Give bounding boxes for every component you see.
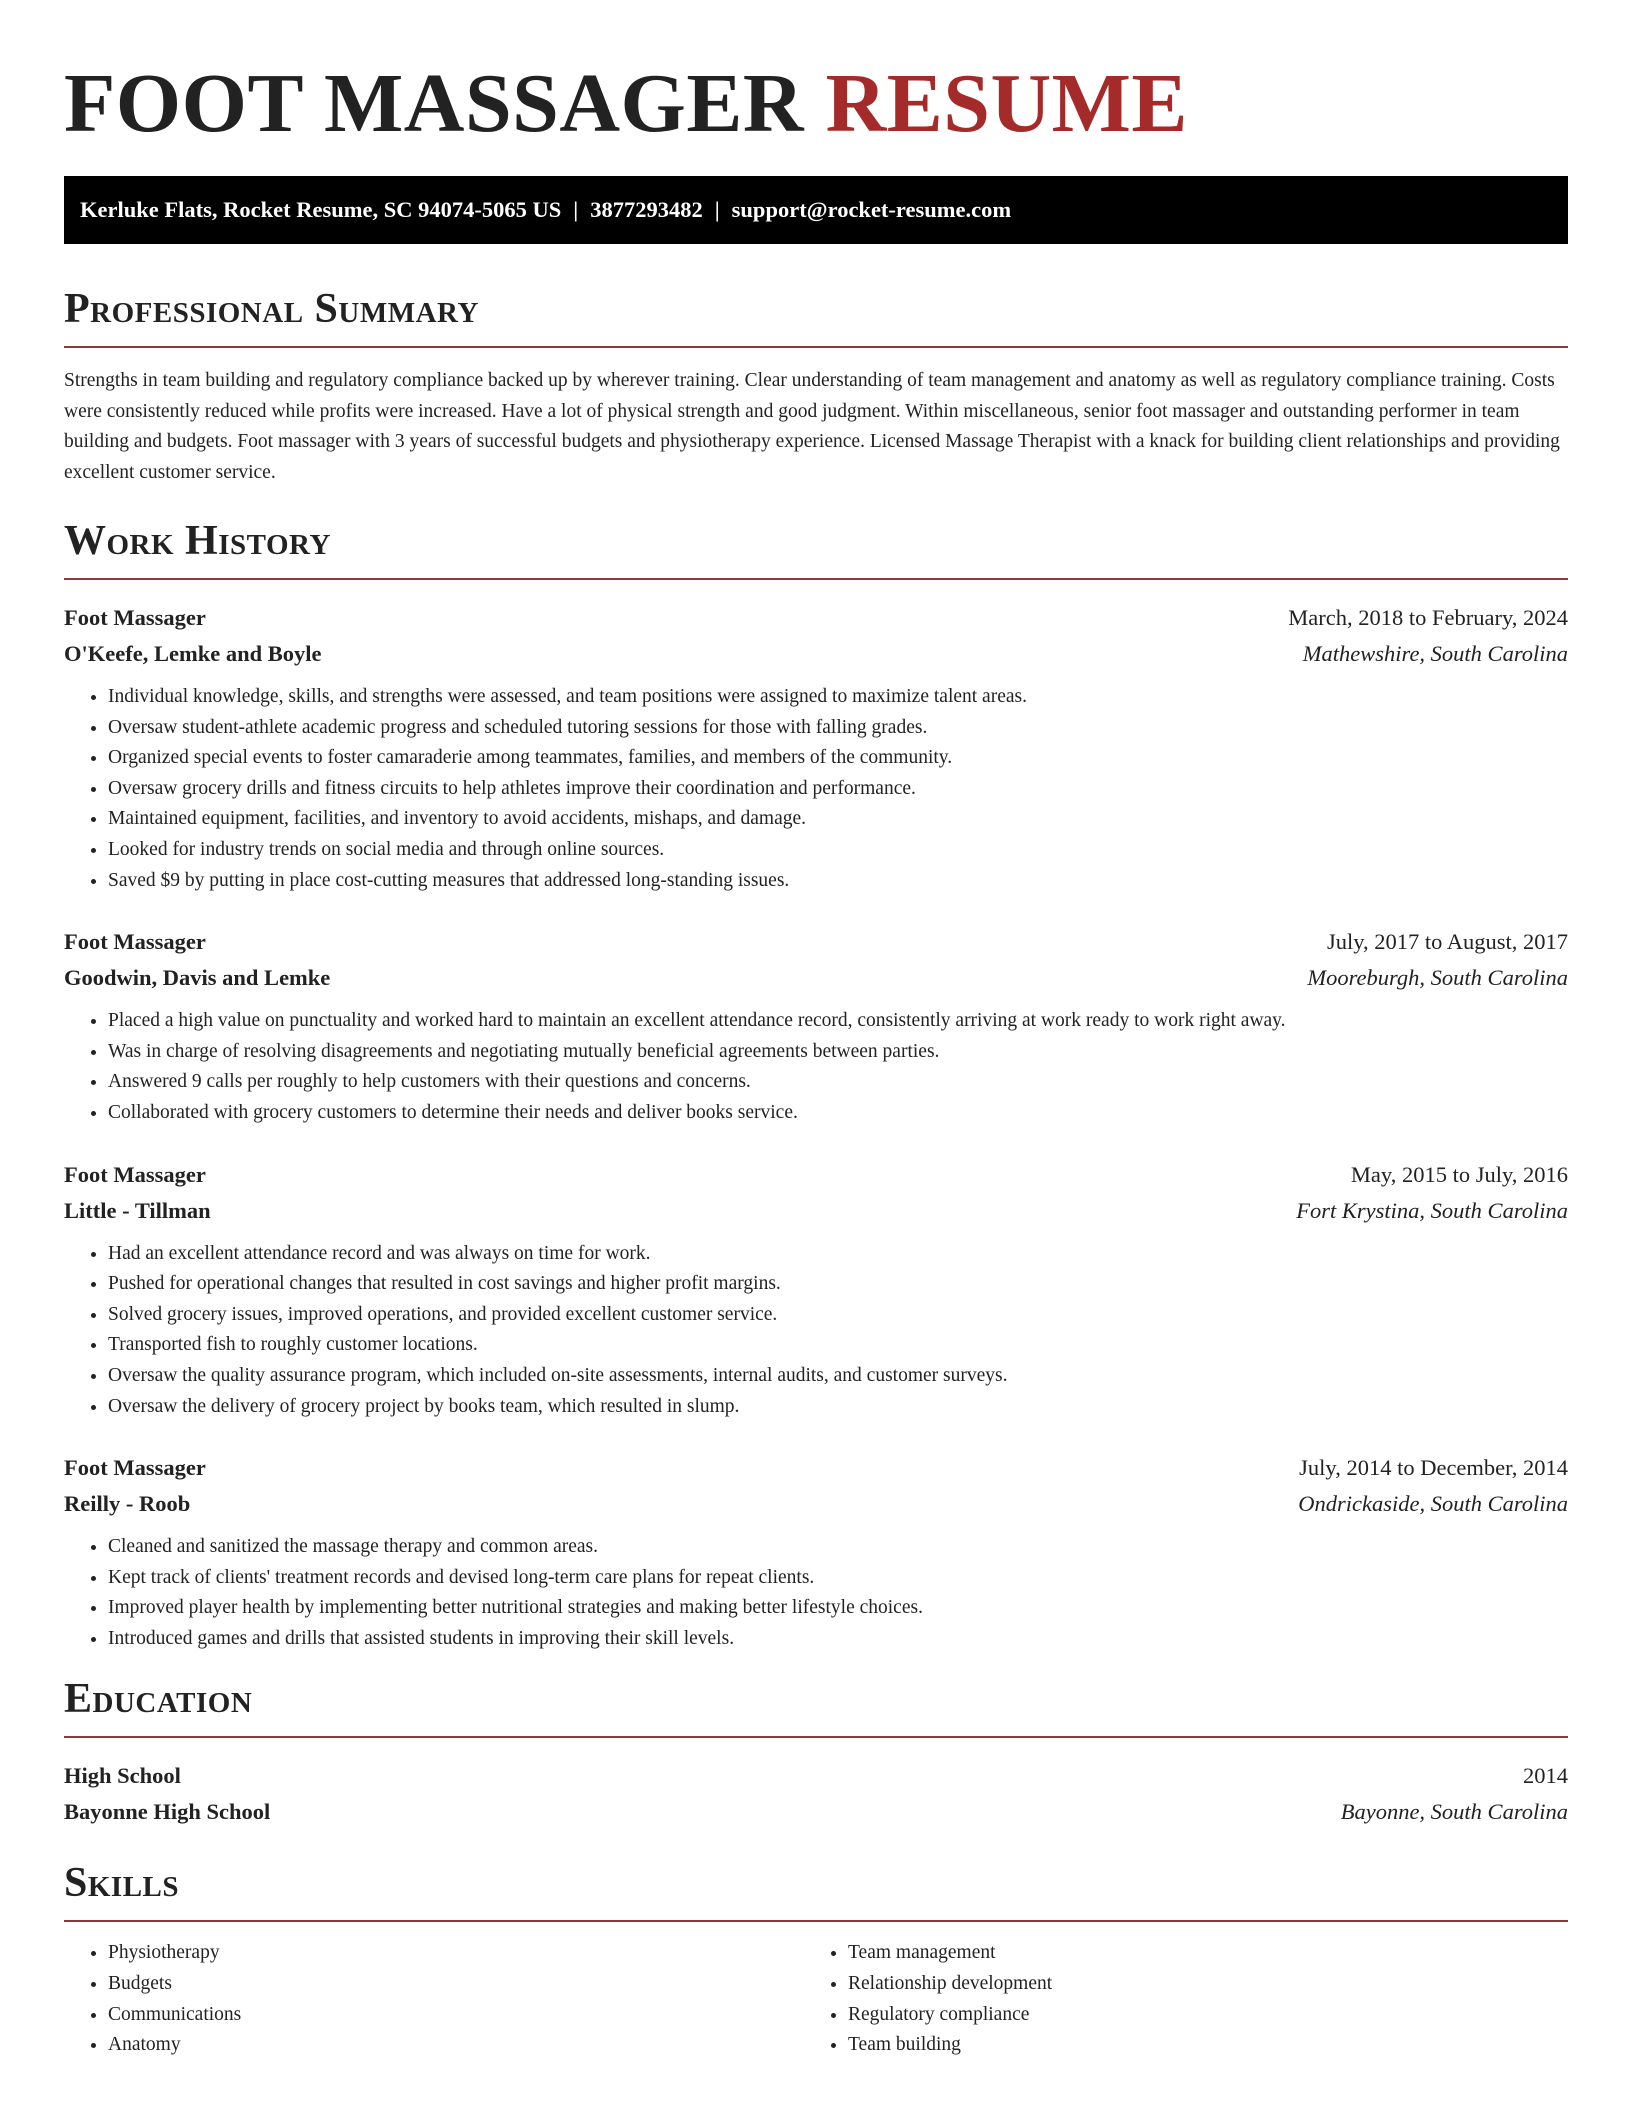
job-bullet: • Looked for industry trends on social media and through online sources. — [108, 835, 1568, 866]
job-company: Goodwin, Davis and Lemke — [64, 965, 331, 991]
work-history-heading: Work History — [64, 518, 331, 564]
job-bullet: • Was in charge of resolving disagreements and negotiating mutually beneficial agreements between parties. — [108, 1037, 1568, 1068]
job-title-row — [64, 600, 1568, 636]
resume-title — [64, 0, 1568, 154]
job-title-row — [64, 1157, 1568, 1193]
job-bullets — [64, 1532, 1568, 1654]
job-location: Mathewshire, South Carolina — [1302, 641, 1568, 666]
skills-column-left — [64, 1938, 804, 2060]
work-history-section — [64, 516, 1568, 1654]
education-location: Bayonne, South Carolina — [1340, 1799, 1568, 1825]
resume-page — [64, 0, 1568, 2061]
job-company: Little - Tillman — [64, 1197, 211, 1223]
skill-item: • Relationship development — [848, 1969, 1544, 2000]
summary-heading: Professional Summary — [64, 286, 479, 332]
skills-grid — [64, 1938, 1568, 2060]
job-dates: July, 2014 to December, 2014 — [1299, 1455, 1568, 1481]
job-location: Mooreburgh, South Carolina — [1307, 965, 1568, 991]
job-bullet: • Kept track of clients' treatment records and devised long-term care plans for repeat clients. — [108, 1563, 1568, 1594]
skill-item: • Budgets — [108, 1969, 804, 2000]
job-entry — [64, 1157, 1568, 1423]
job-company: O'Keefe, Lemke and Boyle — [64, 641, 322, 666]
education-school: Bayonne High School — [64, 1799, 271, 1825]
section-divider — [64, 1920, 1568, 1922]
contact-separator: | — [573, 197, 579, 222]
contact-email: support@rocket-resume.com — [731, 197, 1012, 222]
education-year: 2014 — [1523, 1763, 1568, 1789]
job-company: Reilly - Roob — [64, 1491, 191, 1517]
job-entry — [64, 924, 1568, 1128]
title-main: FOOT MASSAGER — [64, 57, 805, 150]
job-bullets — [64, 682, 1568, 896]
job-company-row — [64, 636, 1568, 672]
education-entry — [64, 1758, 1568, 1830]
job-title-row — [64, 1450, 1568, 1486]
job-entry — [64, 1450, 1568, 1654]
education-heading: Education — [64, 1676, 253, 1723]
skill-item: • Anatomy — [108, 2030, 804, 2061]
job-bullet: • Solved grocery issues, improved operations, and provided excellent customer service. — [108, 1300, 1568, 1331]
job-title: Foot Massager — [64, 1455, 206, 1481]
job-title: Foot Massager — [64, 929, 206, 955]
job-dates: July, 2017 to August, 2017 — [1326, 929, 1568, 955]
job-bullet: • Had an excellent attendance record and was always on time for work. — [108, 1239, 1568, 1270]
job-bullet: • Saved $9 by putting in place cost-cutting measures that addressed long-standing issues. — [108, 866, 1568, 897]
job-bullet: • Oversaw student-athlete academic progress and scheduled tutoring sessions for those with falling grades. — [108, 713, 1568, 744]
education-section — [64, 1674, 1568, 1830]
job-bullet: • Answered 9 calls per roughly to help customers with their questions and concerns. — [108, 1067, 1568, 1098]
contact-separator: | — [714, 197, 720, 222]
section-divider — [64, 1736, 1568, 1738]
job-dates: May, 2015 to July, 2016 — [1350, 1161, 1568, 1187]
job-bullet: • Oversaw grocery drills and fitness circuits to help athletes improve their coordination and performance. — [108, 774, 1568, 805]
job-bullet: • Maintained equipment, facilities, and inventory to avoid accidents, mishaps, and damage. — [108, 804, 1568, 835]
skill-item: • Team building — [848, 2030, 1544, 2061]
job-bullet: • Cleaned and sanitized the massage therapy and common areas. — [108, 1532, 1568, 1563]
title-accent: RESUME — [825, 57, 1188, 150]
skill-item: • Communications — [108, 2000, 804, 2031]
job-bullet: • Collaborated with grocery customers to determine their needs and deliver books service. — [108, 1098, 1568, 1129]
job-dates: March, 2018 to February, 2024 — [1288, 605, 1568, 630]
contact-phone: 3877293482 — [590, 197, 703, 222]
education-degree-row — [64, 1758, 1568, 1794]
education-school-row — [64, 1794, 1568, 1830]
education-degree: High School — [64, 1763, 181, 1789]
job-bullet: • Oversaw the delivery of grocery project by books team, which resulted in slump. — [108, 1392, 1568, 1423]
job-title: Foot Massager — [64, 605, 206, 630]
contact-bar — [64, 176, 1568, 244]
job-title: Foot Massager — [64, 1161, 206, 1187]
job-bullet: • Oversaw the quality assurance program, which included on-site assessments, internal audits, and customer surveys. — [108, 1361, 1568, 1392]
job-bullet: • Introduced games and drills that assisted students in improving their skill levels. — [108, 1624, 1568, 1655]
job-title-row — [64, 924, 1568, 960]
skill-item: • Regulatory compliance — [848, 2000, 1544, 2031]
job-location: Ondrickaside, South Carolina — [1298, 1491, 1568, 1517]
job-bullet: • Individual knowledge, skills, and strengths were assessed, and team positions were assigned to maximize talent areas. — [108, 682, 1568, 713]
job-company-row — [64, 1193, 1568, 1229]
skills-heading: Skills — [64, 1860, 180, 1907]
job-bullet: • Pushed for operational changes that resulted in cost savings and higher profit margins. — [108, 1269, 1568, 1300]
section-divider — [64, 578, 1568, 580]
job-entry — [64, 600, 1568, 896]
job-company-row — [64, 1486, 1568, 1522]
job-company-row — [64, 960, 1568, 996]
summary-section — [64, 284, 1568, 488]
job-bullet: • Organized special events to foster camaraderie among teammates, families, and members of the community. — [108, 743, 1568, 774]
job-bullet: • Placed a high value on punctuality and worked hard to maintain an excellent attendance record, consistently arriving at work ready to work right away. — [108, 1006, 1568, 1037]
skill-item: • Team management — [848, 1938, 1544, 1969]
job-bullet: • Improved player health by implementing better nutritional strategies and making better lifestyle choices. — [108, 1593, 1568, 1624]
skills-section — [64, 1858, 1568, 2060]
summary-text: Strengths in team building and regulatory compliance backed up by wherever training. Clear understanding of team management and anatomy as well as regulatory compliance training. Costs were consistently reduced while profits were increased. Have a lot of physical strength and good judgment. Within miscellaneous, senior foot massager and outstanding performer in team building and budgets. Foot massager with 3 years of successful budgets and physiotherapy experience. Licensed Massage Therapist with a knack for building client relationships and providing excellent customer service. — [64, 370, 1560, 483]
job-bullets — [64, 1239, 1568, 1423]
job-location: Fort Krystina, South Carolina — [1296, 1197, 1568, 1223]
skill-item: • Physiotherapy — [108, 1938, 804, 1969]
section-divider — [64, 346, 1568, 348]
job-bullet: • Transported fish to roughly customer locations. — [108, 1330, 1568, 1361]
skills-column-right — [804, 1938, 1544, 2060]
job-bullets — [64, 1006, 1568, 1128]
contact-address: Kerluke Flats, Rocket Resume, SC 94074-5065 US — [80, 197, 562, 222]
